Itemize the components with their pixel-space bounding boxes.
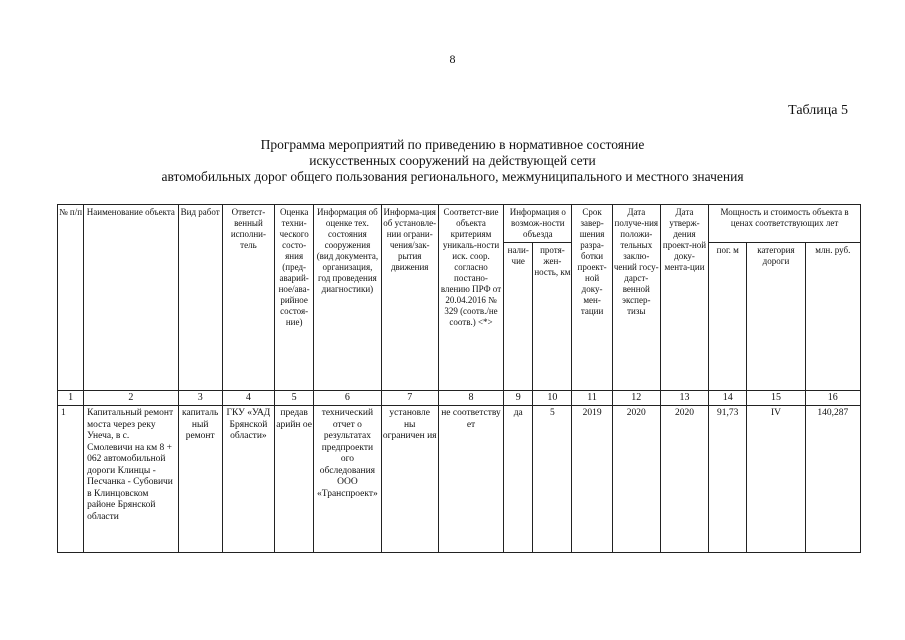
column-number: 15	[747, 391, 805, 406]
cell-design-deadline: 2019	[572, 406, 612, 553]
cell-length-m: 91,73	[709, 406, 747, 553]
header-row	[58, 205, 861, 243]
header-name: Наименование объекта	[84, 205, 178, 391]
cell-expertise-date: 2020	[612, 406, 660, 553]
header-num: № п/п	[58, 205, 84, 391]
cell-road-category: IV	[747, 406, 805, 553]
column-number: 8	[438, 391, 503, 406]
column-number: 7	[381, 391, 438, 406]
cell-cost: 140,287	[805, 406, 860, 553]
column-number: 1	[58, 391, 84, 406]
header-tech-state: Оценка техни-ческого состо-яния (пред-аварий-ное/ава-рийное состоя-ние)	[275, 205, 314, 391]
header-criteria: Соответст-вие объекта критериям уникаль-ности иск. соор. согласно постано-влению ПРФ от 20.04.2016 № 329 (соотв./не соотв.) <*>	[438, 205, 503, 391]
column-number: 11	[572, 391, 612, 406]
column-number: 9	[504, 391, 533, 406]
header-detour: Информация о возмож-ности объезда	[504, 205, 572, 243]
header-work-type: Вид работ	[178, 205, 222, 391]
table-row	[58, 406, 861, 553]
cell-restriction-info: установле ны ограничен ия	[381, 406, 438, 553]
cell-num: 1	[58, 406, 84, 553]
header-capacity: Мощность и стоимость объекта в ценах соответствующих лет	[709, 205, 861, 243]
cell-approval-date: 2020	[660, 406, 708, 553]
document-title	[0, 137, 905, 185]
program-table	[57, 204, 861, 553]
column-number: 14	[709, 391, 747, 406]
column-number: 12	[612, 391, 660, 406]
page-number: 8	[449, 52, 456, 66]
column-number: 3	[178, 391, 222, 406]
cell-name: Капитальный ремонт моста через реку Унеча, в с. Смолевичи на км 8 + 062 автомобильной дороги Клинцы - Песчанка - Субовичи в Клинцовском районе Брянской области	[84, 406, 178, 553]
cell-assessment-info: технический отчет о результатах предпроекти ого обследования ООО «Транспроект»	[314, 406, 381, 553]
header-assessment-info: Информация об оценке тех. состояния сооружения (вид документа, организация, год проведения диагностики)	[314, 205, 381, 391]
header-cost: млн. руб.	[805, 243, 860, 391]
cell-detour-length: 5	[533, 406, 572, 553]
cell-criteria: не соответству ет	[438, 406, 503, 553]
header-length-m: пог. м	[709, 243, 747, 391]
header-detour-availability: нали-чие	[504, 243, 533, 391]
cell-executor: ГКУ «УАД Брянской области»	[222, 406, 274, 553]
column-number: 10	[533, 391, 572, 406]
column-number: 6	[314, 391, 381, 406]
cell-work-type: капиталь ный ремонт	[178, 406, 222, 553]
title-line: автомобильных дорог общего пользования регионального, межмуниципального и местного значения	[161, 169, 744, 184]
header-executor: Ответст-венный исполни-тель	[222, 205, 274, 391]
header-restriction-info: Информа-ция об установле-нии ограни-чения/зак-рытия движения	[381, 205, 438, 391]
cell-tech-state: предав арийн ое	[275, 406, 314, 553]
table-label: Таблица 5	[788, 103, 848, 118]
column-number: 5	[275, 391, 314, 406]
header-expertise-date: Дата получе-ния положи-тельных заклю-чений госу-дарст-венной экспер-тизы	[612, 205, 660, 391]
cell-detour-availability: да	[504, 406, 533, 553]
column-number: 2	[84, 391, 178, 406]
column-number-row	[58, 391, 861, 406]
header-detour-length: протя-жен-ность, км	[533, 243, 572, 391]
column-number: 16	[805, 391, 860, 406]
column-number: 13	[660, 391, 708, 406]
header-approval-date: Дата утверж-дения проект-ной доку-мента-ции	[660, 205, 708, 391]
header-road-category: категория дороги	[747, 243, 805, 391]
column-number: 4	[222, 391, 274, 406]
title-line: искусственных сооружений на действующей сети	[309, 153, 596, 168]
header-design-deadline: Срок завер-шения разра-ботки проект-ной доку-мен-тации	[572, 205, 612, 391]
title-line: Программа мероприятий по приведению в нормативное состояние	[260, 137, 645, 152]
